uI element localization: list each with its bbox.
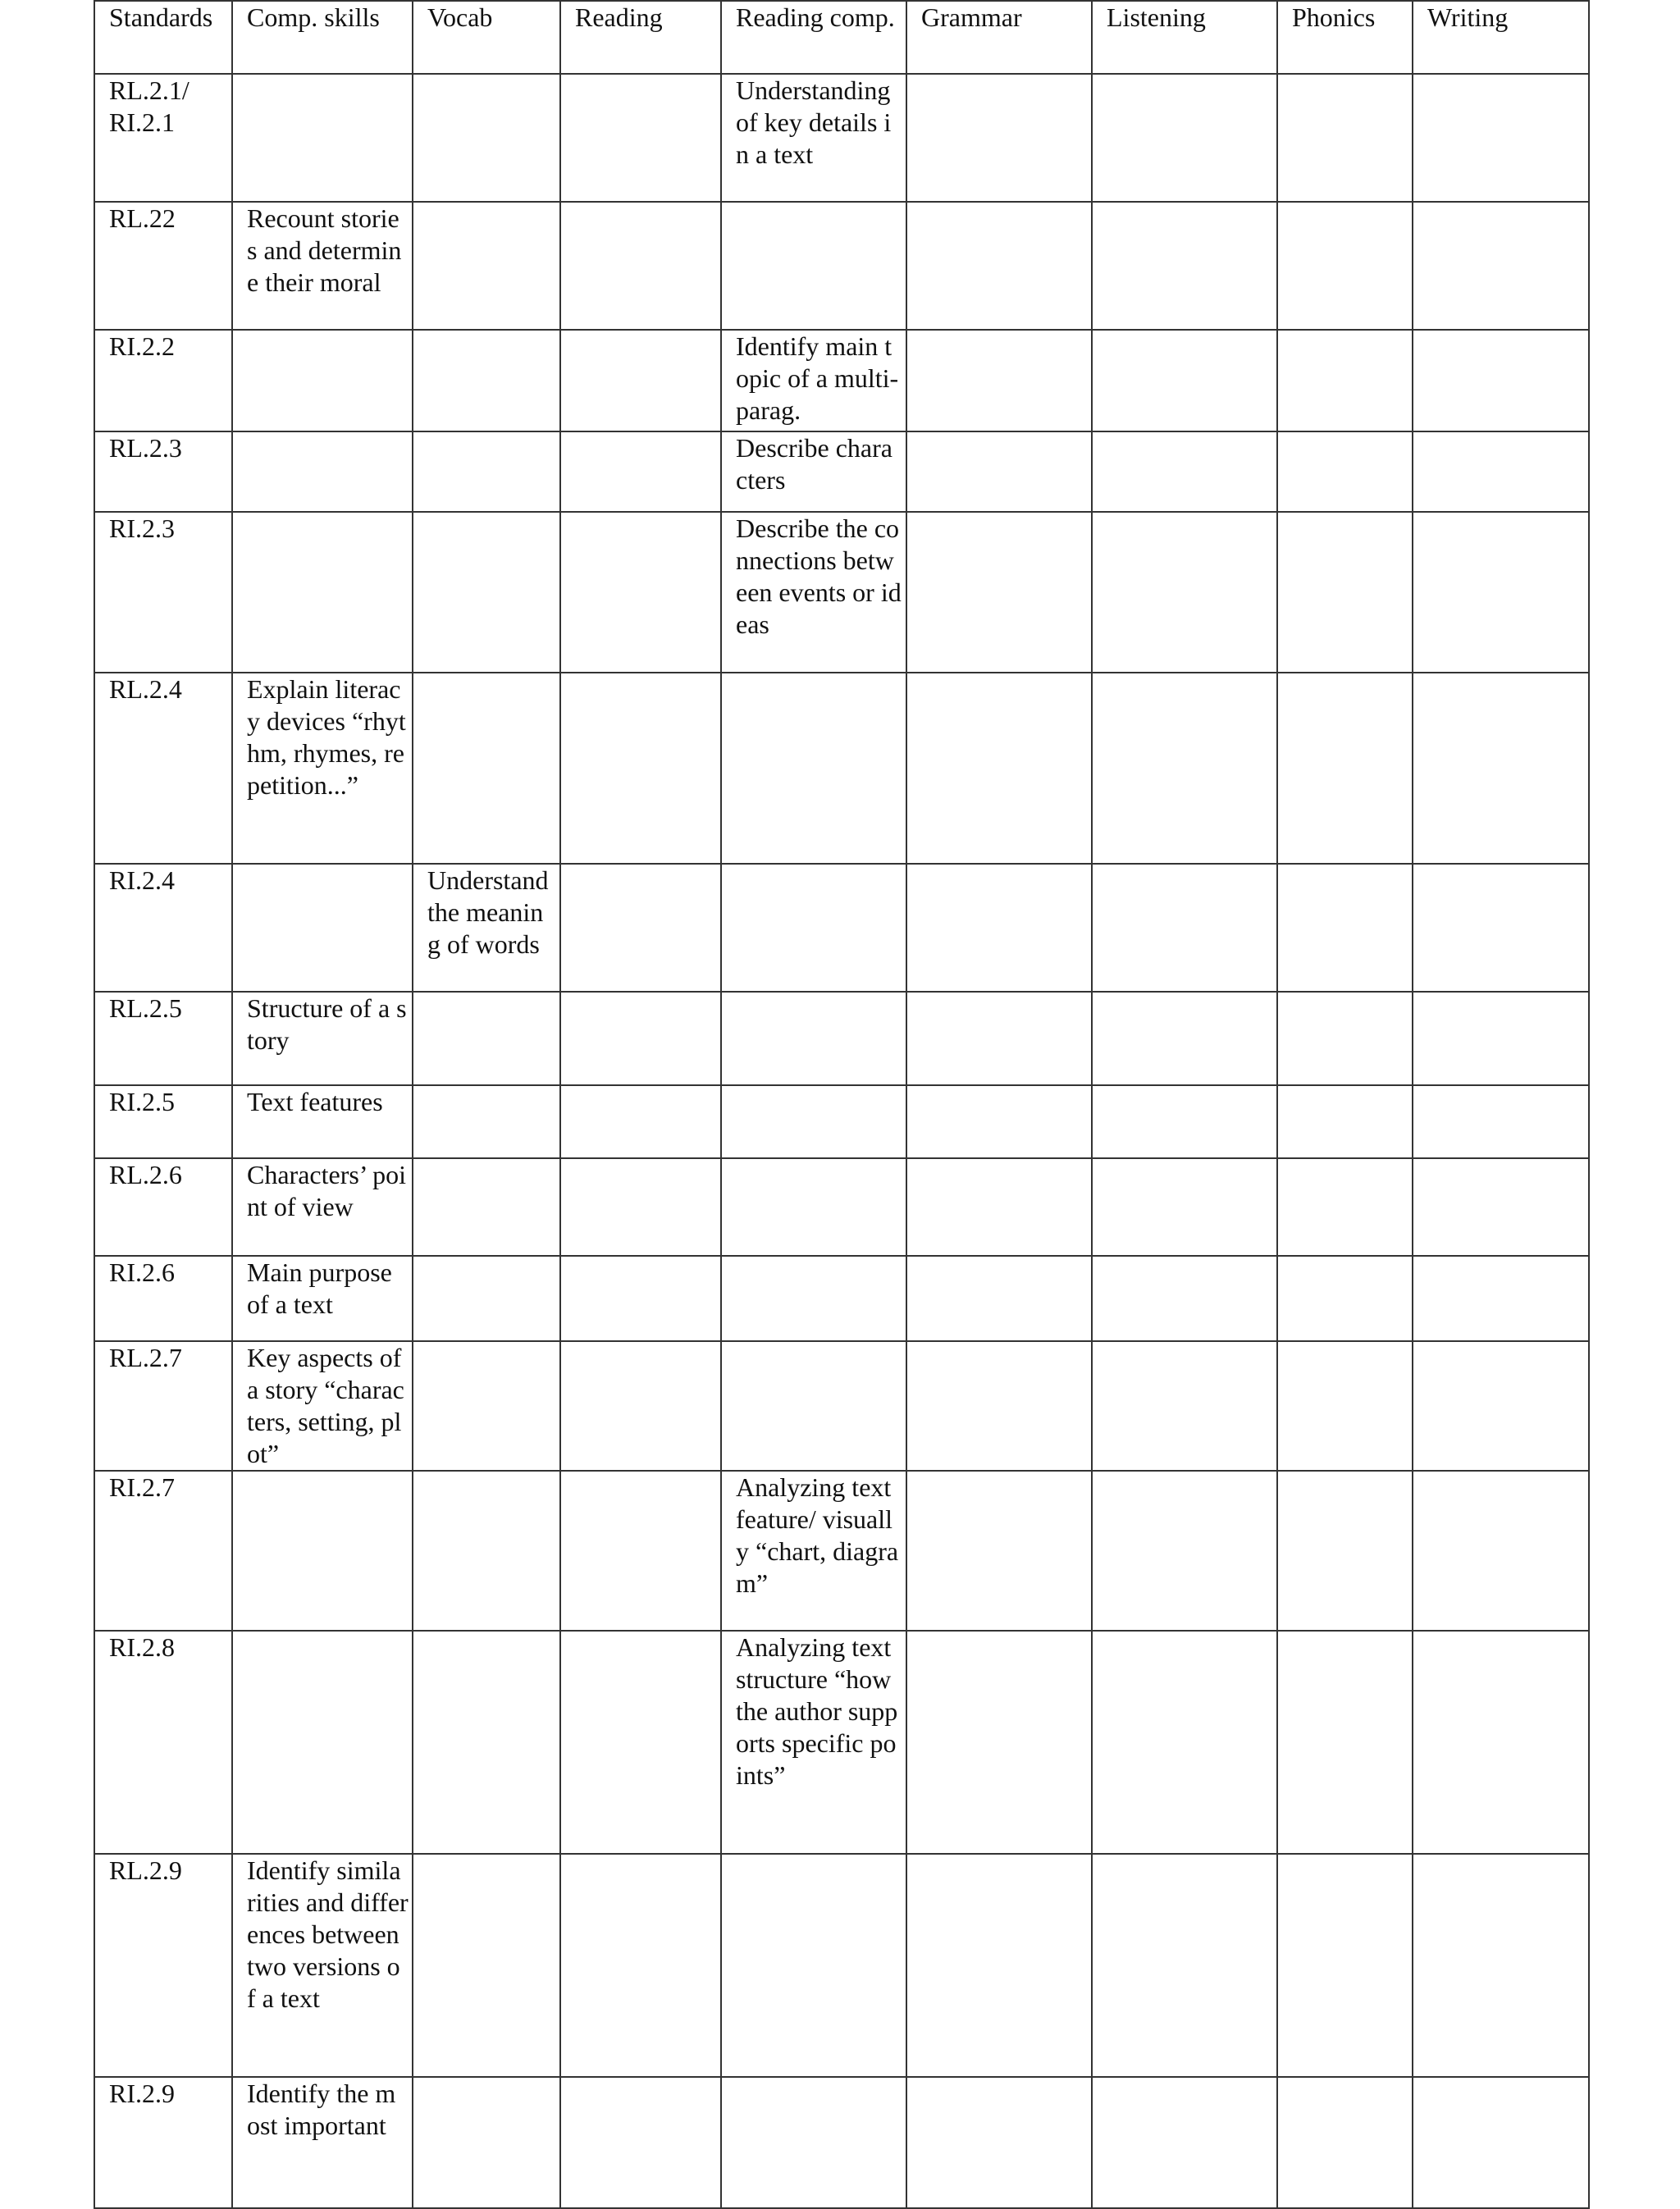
phonics-cell xyxy=(1277,1158,1413,1256)
header-vocab: Vocab xyxy=(413,1,560,74)
phonics-cell xyxy=(1277,673,1413,864)
standard-cell: RI.2.4 xyxy=(94,864,232,992)
listening-cell xyxy=(1092,74,1277,202)
comp-skills-cell: Key aspects of a story “characters, setting, plot” xyxy=(232,1341,413,1471)
table-row xyxy=(94,1341,1589,1471)
reading-cell xyxy=(560,1158,721,1256)
writing-cell xyxy=(1413,202,1589,330)
table-row xyxy=(94,1085,1589,1158)
table-row xyxy=(94,673,1589,864)
comp-skills-cell: Main purpose of a text xyxy=(232,1256,413,1341)
reading-cell xyxy=(560,330,721,431)
reading-comp-cell xyxy=(721,1256,906,1341)
reading-cell xyxy=(560,431,721,512)
reading-comp-cell xyxy=(721,1854,906,2077)
vocab-cell xyxy=(413,1471,560,1631)
table-row xyxy=(94,431,1589,512)
listening-cell xyxy=(1092,1085,1277,1158)
header-reading-comp: Reading comp. xyxy=(721,1,906,74)
phonics-cell xyxy=(1277,2077,1413,2208)
phonics-cell xyxy=(1277,1341,1413,1471)
listening-cell xyxy=(1092,992,1277,1085)
listening-cell xyxy=(1092,202,1277,330)
standard-cell: RI.2.5 xyxy=(94,1085,232,1158)
standard-cell: RI.2.2 xyxy=(94,330,232,431)
writing-cell xyxy=(1413,2077,1589,2208)
header-listening: Listening xyxy=(1092,1,1277,74)
comp-skills-cell: Identify similarities and differences between two versions of a text xyxy=(232,1854,413,2077)
reading-cell xyxy=(560,202,721,330)
comp-skills-cell xyxy=(232,1471,413,1631)
standard-cell: RL.22 xyxy=(94,202,232,330)
table-row xyxy=(94,74,1589,202)
grammar-cell xyxy=(906,1854,1092,2077)
vocab-cell xyxy=(413,1085,560,1158)
table-row xyxy=(94,1158,1589,1256)
comp-skills-cell xyxy=(232,1631,413,1854)
comp-skills-cell: Recount stories and determine their moral xyxy=(232,202,413,330)
listening-cell xyxy=(1092,1631,1277,1854)
grammar-cell xyxy=(906,1085,1092,1158)
comp-skills-cell: Explain literacy devices “rhythm, rhymes, repetition...” xyxy=(232,673,413,864)
reading-cell xyxy=(560,1471,721,1631)
grammar-cell xyxy=(906,1341,1092,1471)
table-row xyxy=(94,330,1589,431)
standard-cell: RL.2.4 xyxy=(94,673,232,864)
reading-cell xyxy=(560,1085,721,1158)
grammar-cell xyxy=(906,202,1092,330)
standard-cell: RI.2.9 xyxy=(94,2077,232,2208)
phonics-cell xyxy=(1277,330,1413,431)
reading-cell xyxy=(560,74,721,202)
vocab-cell: Understand the meaning of words xyxy=(413,864,560,992)
standard-cell: RL.2.7 xyxy=(94,1341,232,1471)
standard-cell: RL.2.3 xyxy=(94,431,232,512)
vocab-cell xyxy=(413,1854,560,2077)
table-row xyxy=(94,202,1589,330)
vocab-cell xyxy=(413,673,560,864)
table-row xyxy=(94,1631,1589,1854)
phonics-cell xyxy=(1277,1854,1413,2077)
vocab-cell xyxy=(413,74,560,202)
reading-comp-cell xyxy=(721,1158,906,1256)
vocab-cell xyxy=(413,1631,560,1854)
standard-cell: RI.2.6 xyxy=(94,1256,232,1341)
standard-cell: RL.2.1/ RI.2.1 xyxy=(94,74,232,202)
standards-table xyxy=(94,0,1590,2209)
reading-comp-cell xyxy=(721,992,906,1085)
reading-comp-cell xyxy=(721,1341,906,1471)
writing-cell xyxy=(1413,1631,1589,1854)
listening-cell xyxy=(1092,1471,1277,1631)
grammar-cell xyxy=(906,1256,1092,1341)
grammar-cell xyxy=(906,74,1092,202)
comp-skills-cell xyxy=(232,431,413,512)
vocab-cell xyxy=(413,1256,560,1341)
comp-skills-cell: Identify the most important xyxy=(232,2077,413,2208)
table-row xyxy=(94,2077,1589,2208)
phonics-cell xyxy=(1277,992,1413,1085)
grammar-cell xyxy=(906,992,1092,1085)
phonics-cell xyxy=(1277,512,1413,673)
grammar-cell xyxy=(906,330,1092,431)
comp-skills-cell xyxy=(232,74,413,202)
reading-comp-cell: Identify main topic of a multi-parag. xyxy=(721,330,906,431)
listening-cell xyxy=(1092,1256,1277,1341)
reading-comp-cell: Understanding of key details in a text xyxy=(721,74,906,202)
header-writing: Writing xyxy=(1413,1,1589,74)
vocab-cell xyxy=(413,431,560,512)
comp-skills-cell: Characters’ point of view xyxy=(232,1158,413,1256)
phonics-cell xyxy=(1277,74,1413,202)
vocab-cell xyxy=(413,512,560,673)
comp-skills-cell xyxy=(232,864,413,992)
phonics-cell xyxy=(1277,1256,1413,1341)
header-grammar: Grammar xyxy=(906,1,1092,74)
comp-skills-cell: Structure of a story xyxy=(232,992,413,1085)
reading-cell xyxy=(560,992,721,1085)
standard-cell: RL.2.9 xyxy=(94,1854,232,2077)
vocab-cell xyxy=(413,202,560,330)
writing-cell xyxy=(1413,1471,1589,1631)
listening-cell xyxy=(1092,673,1277,864)
reading-cell xyxy=(560,673,721,864)
grammar-cell xyxy=(906,1631,1092,1854)
grammar-cell xyxy=(906,1471,1092,1631)
reading-cell xyxy=(560,1256,721,1341)
table-row xyxy=(94,1471,1589,1631)
header-comp-skills: Comp. skills xyxy=(232,1,413,74)
vocab-cell xyxy=(413,2077,560,2208)
reading-cell xyxy=(560,864,721,992)
standard-cell: RI.2.8 xyxy=(94,1631,232,1854)
writing-cell xyxy=(1413,673,1589,864)
listening-cell xyxy=(1092,1158,1277,1256)
writing-cell xyxy=(1413,1158,1589,1256)
standard-cell: RI.2.7 xyxy=(94,1471,232,1631)
table-row xyxy=(94,1256,1589,1341)
reading-cell xyxy=(560,1341,721,1471)
comp-skills-cell: Text features xyxy=(232,1085,413,1158)
standard-cell: RL.2.5 xyxy=(94,992,232,1085)
phonics-cell xyxy=(1277,1471,1413,1631)
table-row xyxy=(94,864,1589,992)
reading-cell xyxy=(560,1854,721,2077)
writing-cell xyxy=(1413,431,1589,512)
writing-cell xyxy=(1413,1854,1589,2077)
listening-cell xyxy=(1092,330,1277,431)
writing-cell xyxy=(1413,1256,1589,1341)
table-row xyxy=(94,512,1589,673)
reading-cell xyxy=(560,2077,721,2208)
grammar-cell xyxy=(906,673,1092,864)
listening-cell xyxy=(1092,512,1277,673)
writing-cell xyxy=(1413,74,1589,202)
writing-cell xyxy=(1413,512,1589,673)
phonics-cell xyxy=(1277,1085,1413,1158)
listening-cell xyxy=(1092,1341,1277,1471)
writing-cell xyxy=(1413,992,1589,1085)
writing-cell xyxy=(1413,1341,1589,1471)
listening-cell xyxy=(1092,864,1277,992)
grammar-cell xyxy=(906,431,1092,512)
writing-cell xyxy=(1413,330,1589,431)
vocab-cell xyxy=(413,1158,560,1256)
phonics-cell xyxy=(1277,1631,1413,1854)
listening-cell xyxy=(1092,1854,1277,2077)
vocab-cell xyxy=(413,1341,560,1471)
comp-skills-cell xyxy=(232,330,413,431)
grammar-cell xyxy=(906,2077,1092,2208)
reading-comp-cell xyxy=(721,673,906,864)
listening-cell xyxy=(1092,431,1277,512)
reading-cell xyxy=(560,512,721,673)
listening-cell xyxy=(1092,2077,1277,2208)
reading-comp-cell: Describe characters xyxy=(721,431,906,512)
grammar-cell xyxy=(906,864,1092,992)
reading-comp-cell: Describe the connections between events or ideas xyxy=(721,512,906,673)
phonics-cell xyxy=(1277,202,1413,330)
writing-cell xyxy=(1413,1085,1589,1158)
standard-cell: RL.2.6 xyxy=(94,1158,232,1256)
phonics-cell xyxy=(1277,431,1413,512)
standard-cell: RI.2.3 xyxy=(94,512,232,673)
table-row xyxy=(94,1854,1589,2077)
grammar-cell xyxy=(906,512,1092,673)
reading-comp-cell: Analyzing text structure “how the author supports specific points” xyxy=(721,1631,906,1854)
header-reading: Reading xyxy=(560,1,721,74)
header-phonics: Phonics xyxy=(1277,1,1413,74)
table-row xyxy=(94,992,1589,1085)
phonics-cell xyxy=(1277,864,1413,992)
reading-comp-cell xyxy=(721,864,906,992)
reading-comp-cell: Analyzing text feature/ visually “chart, diagram” xyxy=(721,1471,906,1631)
grammar-cell xyxy=(906,1158,1092,1256)
reading-comp-cell xyxy=(721,1085,906,1158)
vocab-cell xyxy=(413,992,560,1085)
vocab-cell xyxy=(413,330,560,431)
header-row xyxy=(94,1,1589,74)
reading-comp-cell xyxy=(721,2077,906,2208)
comp-skills-cell xyxy=(232,512,413,673)
writing-cell xyxy=(1413,864,1589,992)
reading-cell xyxy=(560,1631,721,1854)
reading-comp-cell xyxy=(721,202,906,330)
header-standards: Standards xyxy=(94,1,232,74)
